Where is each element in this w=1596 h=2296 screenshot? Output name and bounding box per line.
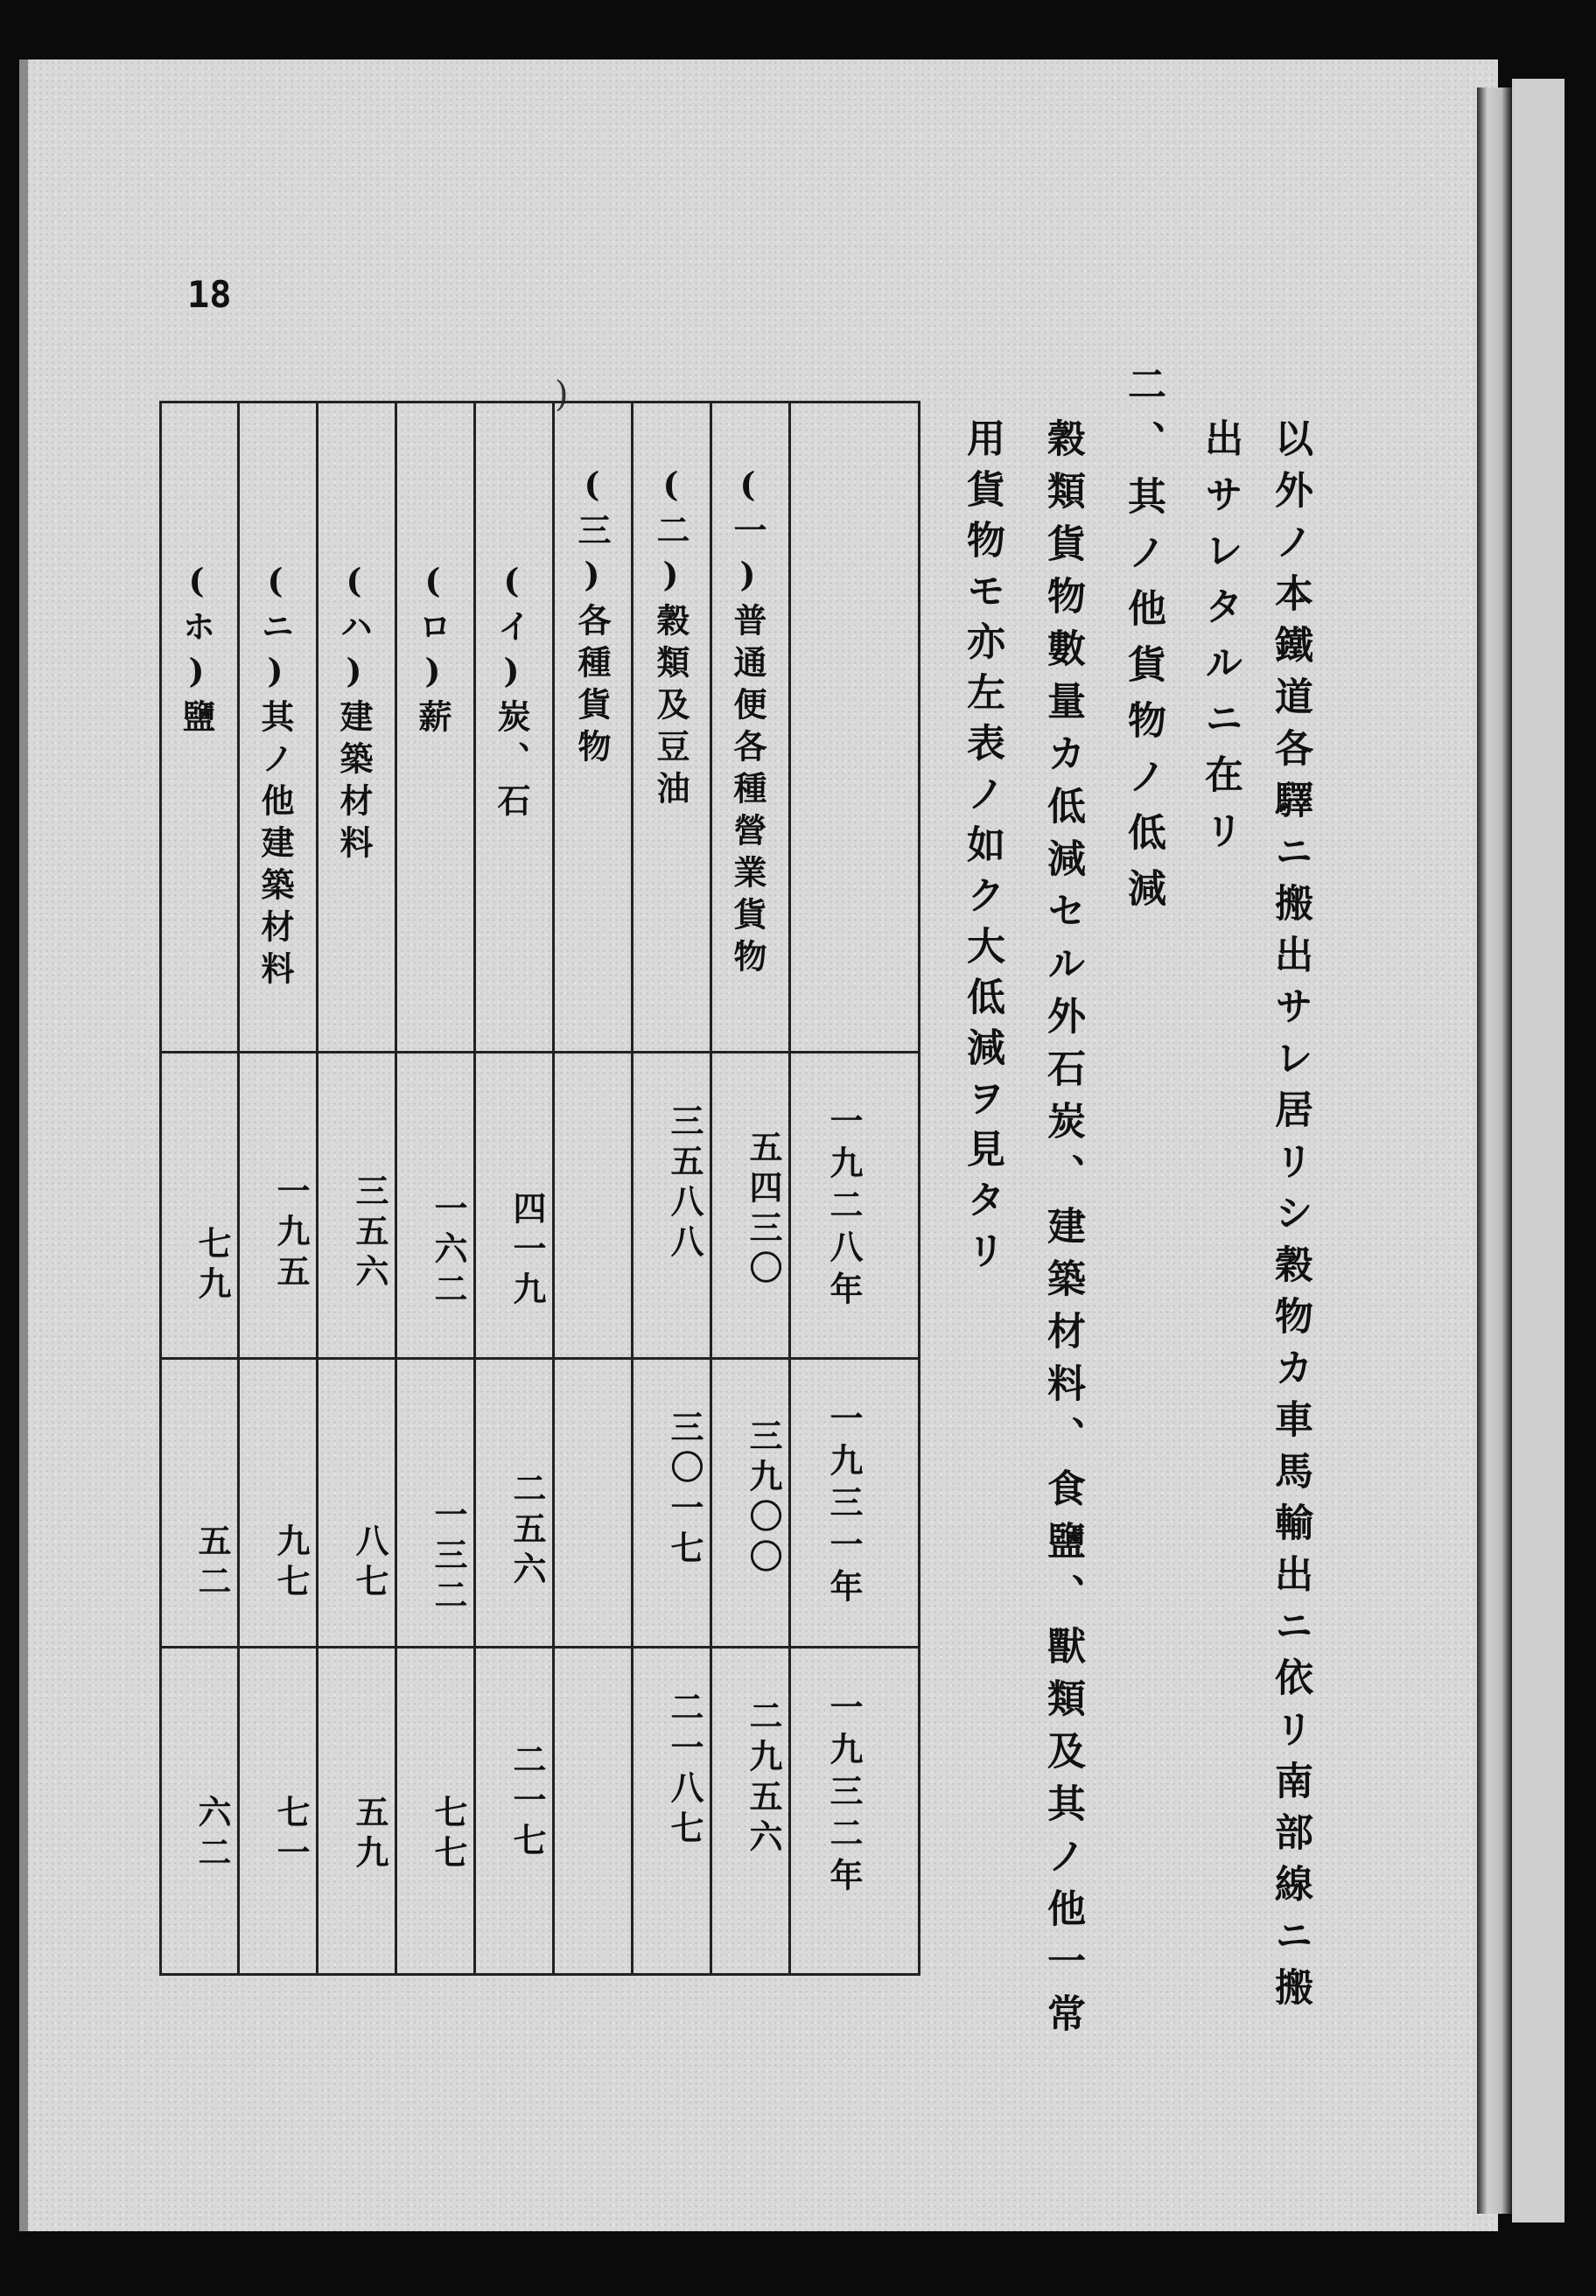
value-cell: 一九五 (271, 1173, 311, 1294)
table-column-divider (631, 403, 634, 1973)
value-cell: 二五六 (508, 1471, 547, 1592)
value-cell: 五二 (192, 1523, 232, 1604)
row-label: (イ)炭、石 (492, 561, 531, 825)
value-cell: 三五六 (350, 1173, 389, 1294)
table-column-divider (788, 403, 791, 1973)
value-cell: 三五八八 (665, 1103, 704, 1264)
table-column-divider (395, 403, 397, 1973)
value-cell: 一六二 (429, 1191, 468, 1312)
value-cell: 八七 (350, 1523, 389, 1604)
value-cell: 五九 (350, 1795, 389, 1875)
row-label: (三)各種貨物 (572, 465, 612, 771)
year-header: 一九三一年 (824, 1401, 864, 1611)
year-header: 一九三二年 (824, 1690, 864, 1900)
year-header: 一九二八年 (824, 1103, 864, 1313)
table-column-divider (237, 403, 240, 1973)
page-edge-strip (1512, 79, 1564, 2222)
row-label: (一)普通便各種營業貨物 (728, 465, 767, 981)
text-column-2: 出サレタルニ在リ (1198, 418, 1242, 866)
text-column-3: 二、其ノ他貨物ノ低減 (1121, 364, 1166, 924)
table-row-divider (162, 1357, 918, 1360)
value-cell: 三〇一七 (665, 1410, 704, 1571)
document-page (19, 60, 1498, 2231)
value-cell: 四一九 (508, 1191, 547, 1312)
stray-mark: ) (555, 374, 569, 415)
value-cell: 七九 (192, 1226, 232, 1306)
text-column-5: 用貨物モ亦左表ノ如ク大低減ヲ見タリ (960, 418, 1004, 1281)
table-row-divider (162, 1051, 918, 1054)
value-cell: 三九〇〇 (744, 1418, 783, 1579)
table-column-divider (316, 403, 318, 1973)
row-label: (二)穀類及豆油 (651, 465, 690, 813)
row-label: (ハ)建築材料 (334, 561, 374, 867)
row-label: (ロ)薪 (413, 561, 452, 741)
table-column-divider (710, 403, 712, 1973)
value-cell: 一三二 (429, 1497, 468, 1618)
value-cell: 五四三〇 (744, 1130, 783, 1291)
table-row-divider (162, 1646, 918, 1648)
value-cell: 九七 (271, 1523, 311, 1604)
value-cell: 二一八七 (665, 1690, 704, 1851)
value-cell: 六二 (192, 1795, 232, 1875)
text-column-4: 穀類貨物數量カ低減セル外石炭、建築材料、食鹽、獸類及其ノ他一常 (1040, 418, 1085, 2046)
row-label: (ニ)其ノ他建築材料 (256, 561, 295, 993)
page-edge (19, 60, 28, 2231)
table-column-divider (552, 403, 555, 1973)
page-number: 18 (187, 273, 232, 316)
book-binding (1477, 88, 1512, 2214)
value-cell: 七一 (271, 1795, 311, 1875)
value-cell: 二一七 (508, 1742, 547, 1863)
value-cell: 七七 (429, 1795, 468, 1875)
freight-table (159, 401, 920, 1976)
row-label: (ホ)鹽 (177, 561, 216, 741)
table-column-divider (473, 403, 476, 1973)
value-cell: 二九五六 (744, 1698, 783, 1859)
text-column-1: 以外ノ本鐵道各驛ニ搬出サレ居リシ穀物カ車馬輸出ニ依リ南部線ニ搬 (1268, 418, 1312, 2019)
